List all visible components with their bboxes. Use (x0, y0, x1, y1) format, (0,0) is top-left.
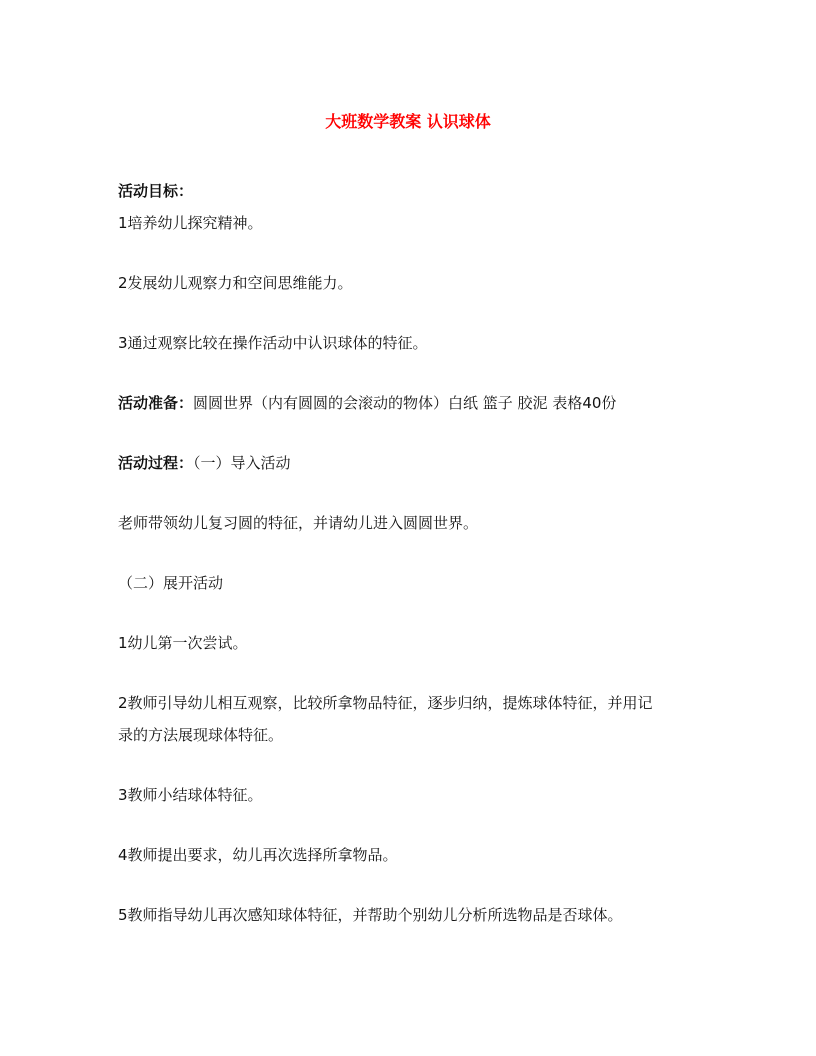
process-paragraph (118, 448, 708, 478)
step-item-2-line-2: 录的方法展现球体特征。 (118, 726, 284, 744)
step-item-1: 1幼儿第一次尝试。 (118, 634, 248, 652)
process-label: 活动过程： (118, 454, 194, 472)
step-item-4: 4教师提出要求，幼儿再次选择所拿物品。 (118, 846, 398, 864)
preparation-text: 圆圆世界（内有圆圆的会滚动的物体）白纸 篮子 胶泥 表格40份 (193, 394, 617, 412)
goal-item-1: 1培养幼儿探究精神。 (118, 214, 263, 232)
intro-paragraph: 老师带领幼儿复习圆的特征，并请幼儿进入圆圆世界。 (118, 514, 479, 532)
step-item-2-line-1: 2教师引导幼儿相互观察，比较所拿物品特征，逐步归纳，提炼球体特征，并用记 (118, 694, 653, 712)
step-item-5: 5教师指导幼儿再次感知球体特征，并帮助个别幼儿分析所选物品是否球体。 (118, 906, 623, 924)
step-item-3: 3教师小结球体特征。 (118, 786, 263, 804)
goal-item-2: 2发展幼儿观察力和空间思维能力。 (118, 274, 353, 292)
goal-item-3: 3通过观察比较在操作活动中认识球体的特征。 (118, 334, 428, 352)
section-heading-2: （二）展开活动 (118, 574, 224, 592)
document-title: 大班数学教案 认识球体 (325, 112, 491, 131)
goals-heading: 活动目标： (118, 182, 194, 200)
preparation-label: 活动准备： (118, 394, 194, 412)
preparation-paragraph (118, 388, 708, 418)
process-text: （一）导入活动 (193, 454, 291, 472)
